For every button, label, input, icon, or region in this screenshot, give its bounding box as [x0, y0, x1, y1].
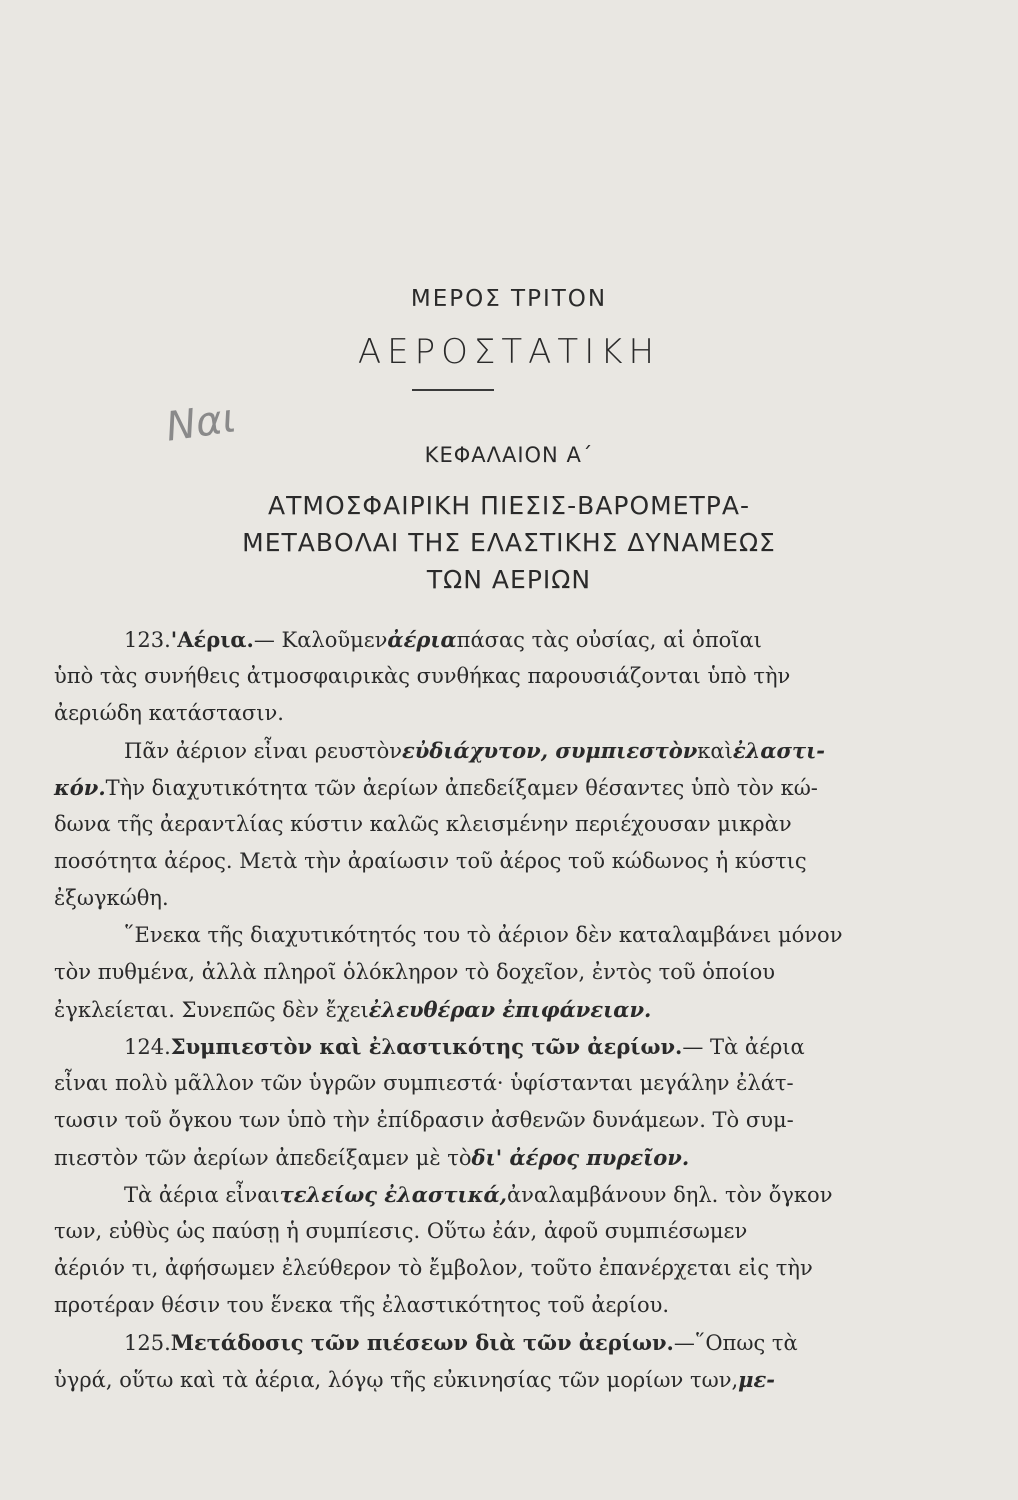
text-span: ῞Ενεκα τῆς διαχυτικότητός του τὸ ἀέριον δὲν καταλαμβάνει μόνον [124, 923, 843, 947]
text-span: — Τὰ ἀέρια [682, 1035, 805, 1059]
section-heading: Συμπιεστὸν καὶ ἐλαστικότης τῶν ἀερίων. [170, 1034, 683, 1059]
emphasis-term: εὐδιάχυτον, συμπιεστὸν [401, 738, 698, 763]
text-line [54, 658, 874, 695]
text-line [54, 621, 874, 658]
text-span: — Καλοῦμεν [253, 628, 388, 652]
text-line [54, 917, 874, 954]
chapter-title-line: ΜΕΤΑΒΟΛΑΙ ΤΗΣ ΕΛΑΣΤΙΚΗΣ ΔΥΝΑΜΕΩΣ [242, 528, 776, 557]
chapter-title-line: ΤΩΝ ΑΕΡΙΩΝ [426, 565, 592, 594]
text-line [54, 732, 874, 769]
text-line [54, 1028, 874, 1065]
text-span: τωσιν τοῦ ὄγκου των ὑπὸ τὴν ἐπίδρασιν ἀσθενῶν δυνάμεων. Τὸ συμ- [54, 1108, 794, 1132]
section-heading: 'Αέρια. [170, 627, 254, 652]
text-span: ὑγρά, οὕτω καὶ τὰ ἀέρια, λόγῳ τῆς εὐκινησίας τῶν μορίων των, [54, 1368, 739, 1392]
text-line [54, 954, 874, 991]
part-heading: ΜΕΡΟΣ ΤΡΙΤΟΝ [410, 286, 608, 312]
emphasis-term: δι' ἀέρος πυρεῖον. [471, 1145, 690, 1170]
text-span: δωνα τῆς ἀεραντλίας κύστιν καλῶς κλεισμένην περιέχουσαν μικρὰν [54, 812, 792, 836]
text-line [54, 1176, 874, 1213]
section-number: 123. [124, 628, 171, 652]
emphasis-term: ἐλευθέραν ἐπιφάνειαν. [368, 997, 652, 1022]
text-line [54, 843, 874, 880]
text-span: πάσας τὰς οὐσίας, αἱ ὁποῖαι [456, 628, 762, 652]
text-line [54, 1213, 874, 1250]
text-line [54, 1324, 874, 1361]
text-span: ἀέριόν τι, ἀφήσωμεν ἐλεύθερον τὸ ἔμβολον, τοῦτο ἐπανέρχεται εἰς τὴν [54, 1256, 813, 1280]
text-span: εἶναι πολὺ μᾶλλον τῶν ὑγρῶν συμπιεστά· ὑφίστανται μεγάλην ἐλάτ- [54, 1071, 794, 1095]
text-span: ἀεριώδη κατάστασιν. [54, 701, 284, 725]
text-line [54, 1250, 874, 1287]
text-span: Πᾶν ἀέριον εἶναι ρευστὸν [124, 739, 402, 763]
text-span: τὸν πυθμένα, ἀλλὰ πληροῖ ὁλόκληρον τὸ δοχεῖον, ἐντὸς τοῦ ὁποίου [54, 960, 776, 984]
text-line [54, 1102, 874, 1139]
text-line [54, 1139, 874, 1176]
section-number: 124. [124, 1035, 171, 1059]
text-line [54, 695, 874, 732]
text-span: πιεστὸν τῶν ἀερίων ἀπεδείξαμεν μὲ τὸ [54, 1146, 472, 1170]
body-text [54, 621, 874, 1398]
text-span: καὶ [697, 739, 733, 763]
text-span: —῞Οπως τὰ [673, 1331, 798, 1355]
text-line [54, 880, 874, 917]
text-span: ἐγκλείεται. Συνεπῶς δὲν ἔχει [54, 998, 369, 1022]
handwritten-note: Ναι [163, 395, 239, 451]
text-span: ὑπὸ τὰς συνήθεις ἀτμοσφαιρικὰς συνθήκας παρουσιάζονται ὑπὸ τὴν [54, 664, 791, 688]
chapter-title [0, 487, 1018, 598]
text-line [54, 806, 874, 843]
text-line [54, 1287, 874, 1324]
divider-rule [412, 389, 494, 391]
text-span: Τὴν διαχυτικότητα τῶν ἀερίων ἀπεδείξαμεν θέσαντες ὑπὸ τὸν κώ- [105, 776, 818, 800]
section-heading: Μετάδοσις τῶν πιέσεων διὰ τῶν ἀερίων. [170, 1330, 674, 1355]
emphasis-term: με- [738, 1367, 776, 1392]
text-span: ἀναλαμβάνουν δηλ. τὸν ὄγκον [506, 1183, 833, 1207]
emphasis-term: ἀέρια [387, 627, 457, 652]
text-line [54, 769, 874, 806]
emphasis-term: κόν. [54, 775, 106, 800]
chapter-title-line: ΑΤΜΟΣΦΑΙΡΙΚΗ ΠΙΕΣΙΣ-ΒΑΡΟΜΕΤΡΑ- [268, 491, 750, 520]
emphasis-term: τελείως ἐλαστικά, [279, 1182, 507, 1207]
section-number: 125. [124, 1331, 171, 1355]
text-span: Τὰ ἀέρια εἶναι [124, 1183, 280, 1207]
text-line [54, 991, 874, 1028]
text-span: ποσότητα ἀέρος. Μετὰ τὴν ἀραίωσιν τοῦ ἀέρος τοῦ κώδωνος ἡ κύστις [54, 849, 807, 873]
emphasis-term: ἐλαστι- [732, 738, 825, 763]
text-line [54, 1065, 874, 1102]
subject-heading: ΑΕΡΟΣΤΑΤΙΚΗ [357, 332, 661, 372]
text-span: ἐξωγκώθη. [54, 886, 169, 910]
text-line [54, 1361, 874, 1398]
chapter-heading: ΚΕΦΑΛΑΙΟΝ Α΄ [424, 443, 594, 467]
text-span: προτέραν θέσιν του ἕνεκα τῆς ἐλαστικότητος τοῦ ἀερίου. [54, 1293, 670, 1317]
text-span: των, εὐθὺς ὡς παύσῃ ἡ συμπίεσις. Οὕτω ἐάν, ἀφοῦ συμπιέσωμεν [54, 1219, 748, 1243]
